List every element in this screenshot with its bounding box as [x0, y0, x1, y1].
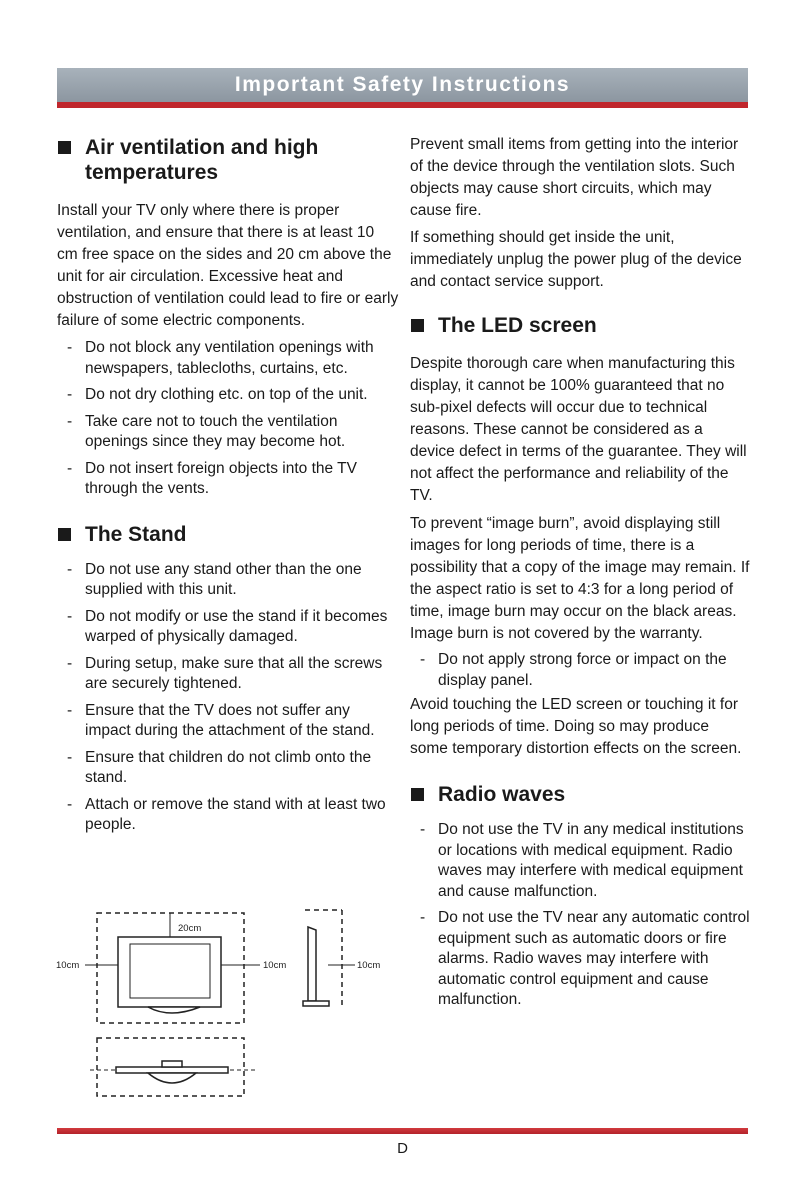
title-underline: [57, 102, 748, 108]
stand-list: [57, 560, 399, 836]
right-clearance-label: 10cm: [263, 960, 287, 971]
bullet-square-icon: [411, 319, 424, 332]
side-clearance-label: 10cm: [357, 960, 381, 971]
stand-heading: The Stand: [57, 522, 399, 547]
page-number: D: [397, 1140, 408, 1157]
list-item: - Do not modify or use the stand if it becomes warped of physically damaged.: [67, 607, 388, 645]
left-column: [57, 134, 399, 836]
list-item: - Do not use the TV near any automatic control equipment such as automatic doors or fire alarms. Radio waves may interfere with automatic control equipment and cause malfunction.: [420, 909, 750, 1008]
list-item: - Do not use any stand other than the one supplied with this unit.: [67, 560, 362, 598]
top-clearance-label: 20cm: [178, 923, 202, 934]
list-item: - Do not dry clothing etc. on top of the unit.: [67, 386, 368, 403]
led-p1: Despite thorough care when manufacturing this display, it cannot be 100% guaranteed that no sub-pixel defects will occur due to technical reasons. These cannot be considered as a device defect in terms of the guarantee. They will not affect the performance and reliability of the TV.: [410, 355, 747, 504]
bullet-square-icon: [411, 788, 424, 801]
tv-side-stand: [303, 1001, 329, 1006]
clearance-diagram-svg: [50, 905, 400, 1105]
tv-front-stand: [148, 1007, 200, 1013]
list-item: - Ensure that children do not climb onto the stand.: [67, 748, 372, 786]
list-item: - Take care not to touch the ventilation openings since they may become hot.: [67, 412, 346, 450]
tv-top-view: [116, 1067, 228, 1073]
clearance-diagram: [50, 905, 400, 1105]
led-p3: Avoid touching the LED screen or touching it for long periods of time. Doing so may produce some temporary distortion effects on the screen.: [410, 696, 742, 757]
air-list: [57, 338, 399, 500]
right-intro-1: Prevent small items from getting into the interior of the device through the ventilation slots. Such objects may cause short circuits, which may cause fire.: [410, 136, 739, 219]
led-p2: To prevent “image burn”, avoid displaying still images for long periods of time, there is a possibility that a copy of the image may remain. If the aspect ratio is set to 4:3 for a long period of time, image burn may occur on the black areas. Image burn is not covered by the warranty.: [410, 515, 750, 642]
air-intro: Install your TV only where there is proper ventilation, and ensure that there is at least 10 cm free space on the sides and 20 cm above the unit for air circulation. Excessive heat and obstruction of ventilation could lead to fire or early failure of some electric components.: [57, 202, 399, 329]
tv-top-stand: [148, 1073, 196, 1083]
right-column: [410, 134, 750, 1011]
radio-heading: Radio waves: [410, 782, 750, 807]
list-item: - Do not use the TV in any medical institutions or locations with medical equipment. Radio waves may interfere with medical equipment and cause malfunction.: [420, 821, 744, 900]
left-clearance-label: 10cm: [56, 960, 80, 971]
air-heading-line1: Air ventilation and high: [85, 136, 319, 159]
bullet-square-icon: [58, 528, 71, 541]
page-title: Important Safety Instructions: [234, 73, 571, 96]
footer-rule: [57, 1128, 748, 1134]
list-item: - Ensure that the TV does not suffer any impact during the attachment of the stand.: [67, 701, 375, 739]
tv-front-screen: [130, 944, 210, 998]
led-list: [410, 650, 750, 691]
list-item: - Attach or remove the stand with at least two people.: [67, 795, 386, 833]
bullet-square-icon: [58, 141, 71, 154]
right-intro-2: If something should get inside the unit, immediately unplug the power plug of the device and contact service support.: [410, 229, 742, 290]
tv-top-mount: [162, 1061, 182, 1067]
air-heading: [57, 135, 399, 185]
radio-list: [410, 820, 750, 1011]
list-item: - Do not apply strong force or impact on the display panel.: [420, 651, 727, 689]
led-heading: The LED screen: [410, 313, 750, 338]
air-heading-line2: temperatures: [85, 161, 219, 184]
list-item: - During setup, make sure that all the screws are securely tightened.: [67, 654, 383, 692]
tv-side-profile: [308, 927, 316, 1001]
list-item: - Do not block any ventilation openings with newspapers, tablecloths, curtains, etc.: [67, 339, 374, 377]
list-item: - Do not insert foreign objects into the TV through the vents.: [67, 459, 357, 497]
